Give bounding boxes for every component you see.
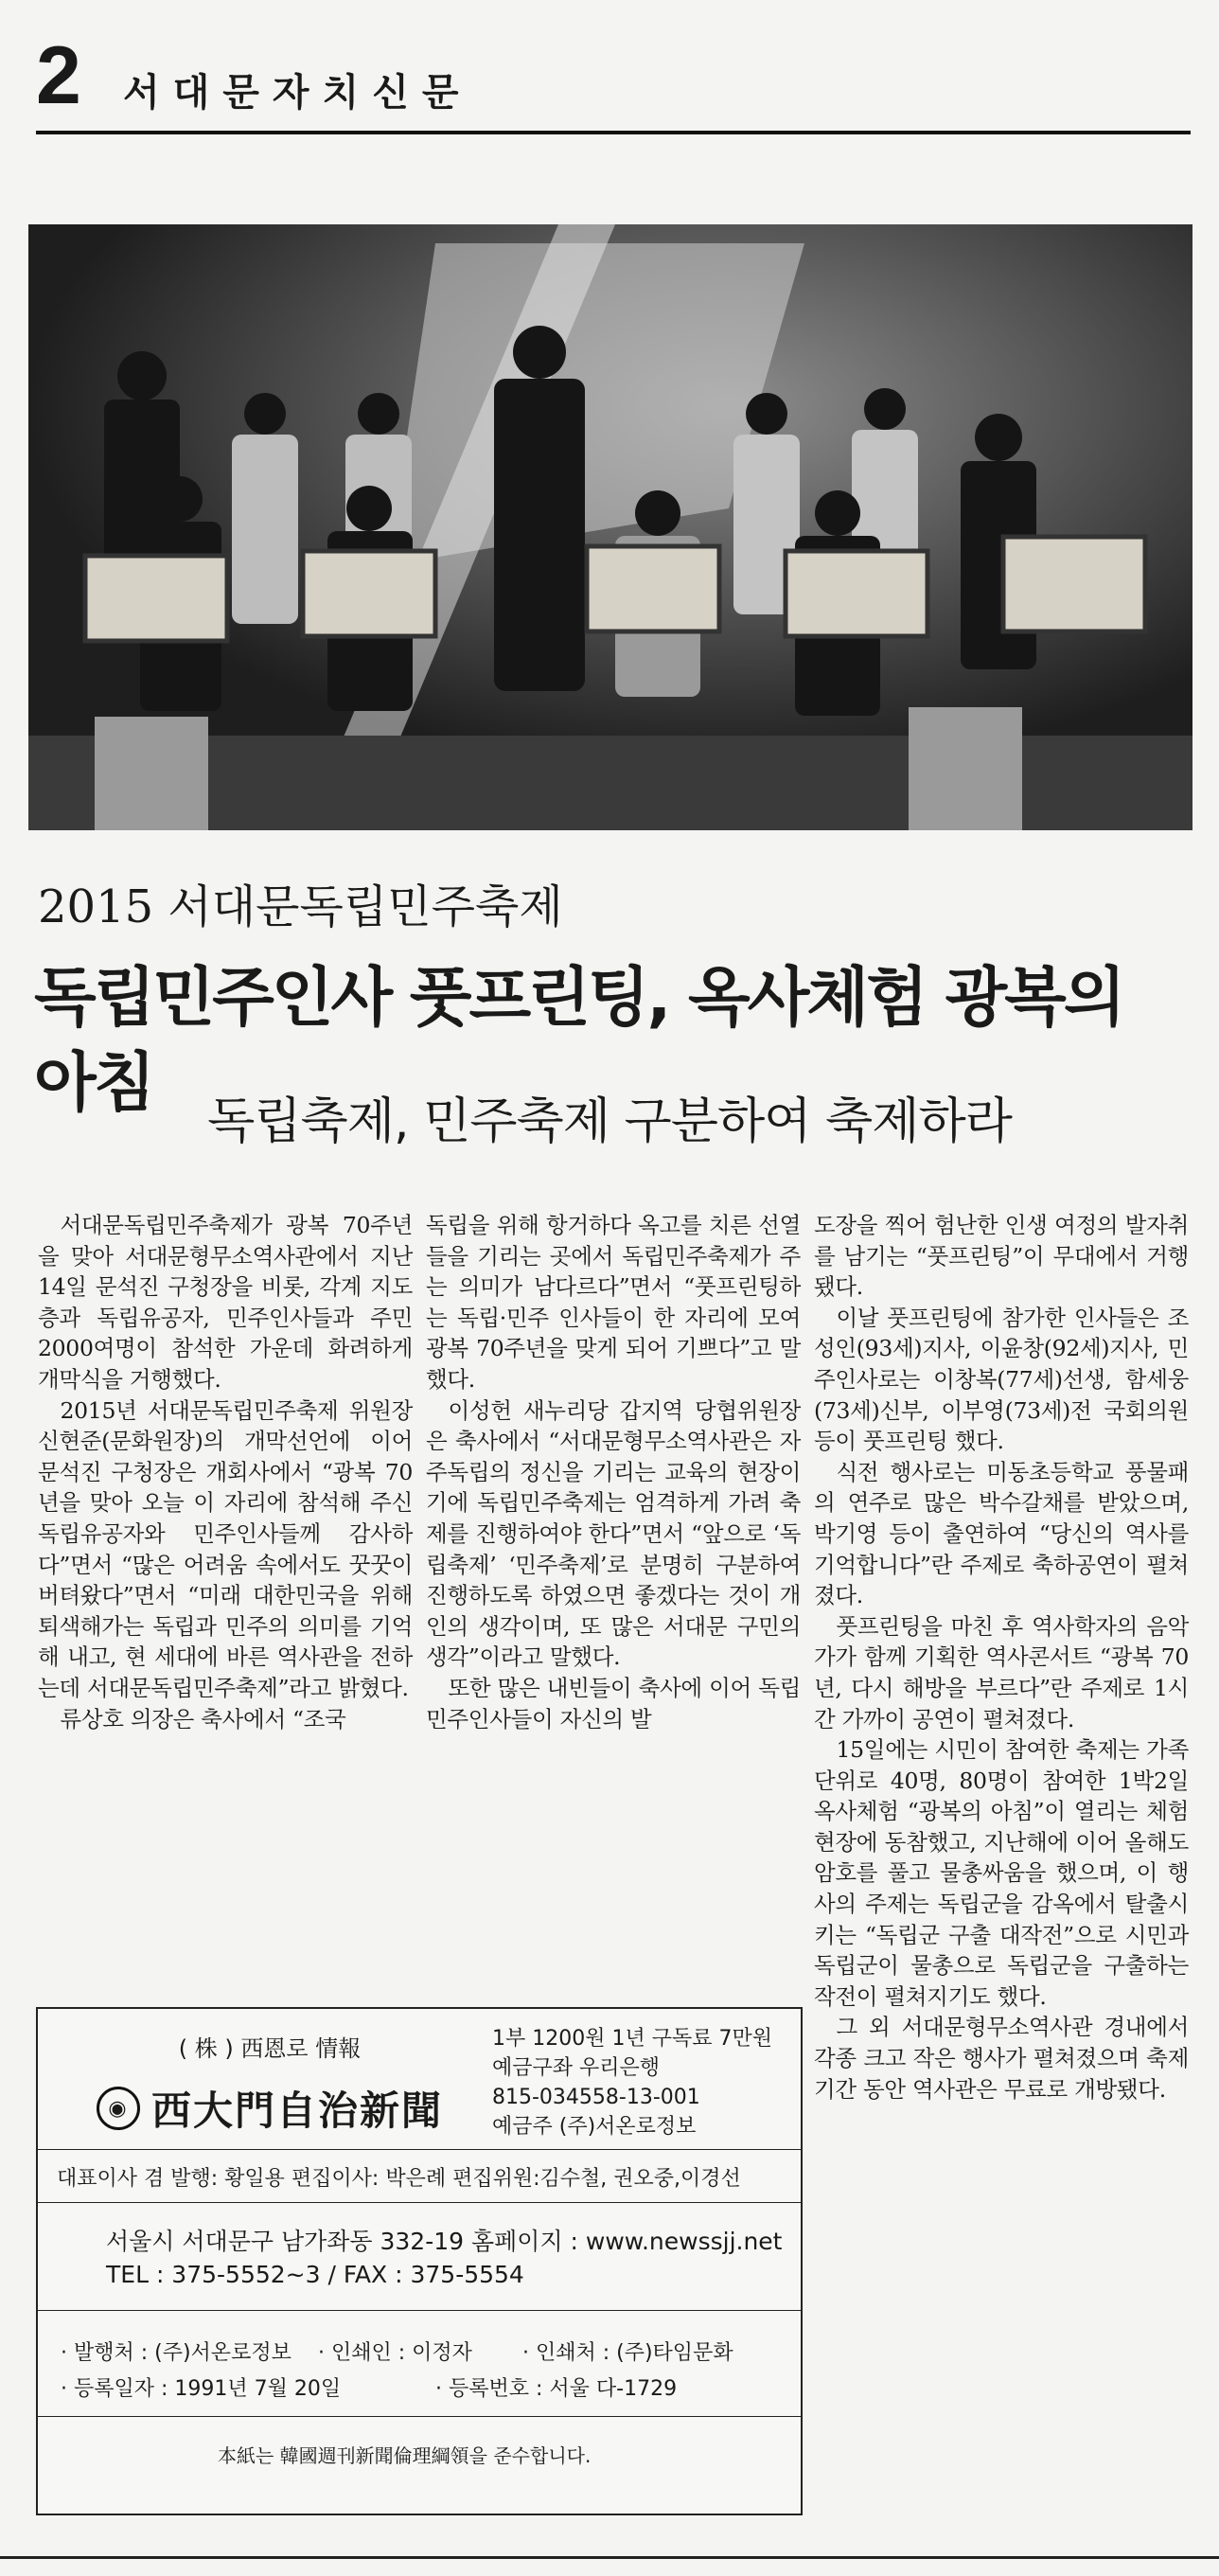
subscription-info [492,2024,795,2141]
address-line: 서울시 서대문구 남가좌동 332-19 홈페이지 : www.newssjj.net [106,2228,783,2255]
bank-name: 예금구좌 우리은행 [492,2056,661,2080]
subscription-price: 1부 1200원 1년 구독료 7만원 [492,2027,772,2051]
phone-fax-line: TEL : 375-5552~3 / FAX : 375-5554 [106,2261,524,2288]
staff-list: 대표이사 겸 발행: 황일용 편집이사: 박은례 편집위원:김수철, 권오중,이경선 [57,2167,741,2191]
paragraph: 이성헌 새누리당 갑지역 당협위원장은 축사에서 “서대문형무소역사관은 자주독립의 정신을 기리는 교육의 현장이기에 독립민주축제는 엄격하게 가려 축제를 진행하여야 한다”면서 “앞으로 ‘독립축제’ ‘민주축제’로 분명히 구분하여 진행하도록 하였으면 좋겠다는 것이 개인의 생각이며, 또 많은 서대문 구민의 생각”이라고 말했다. [426,1396,801,1671]
printer-person-field: · 인쇄인 : 이정자 [318,2341,472,2365]
page-number: 2 [36,30,81,121]
publisher-logo-block [66,2026,473,2137]
bottom-rule [0,2556,1219,2559]
account-holder: 예금주 (주)서온로정보 [492,2115,697,2139]
masthead-rule [36,131,1191,134]
article-column-3 [814,1210,1189,2105]
paragraph: 독립을 위해 항거하다 옥고를 치른 선열들을 기리는 곳에서 독립민주축제가 주는 의미가 남다르다”면서 “풋프린팅하는 독립·민주 인사들이 한 자리에 모여 광복 70주년을 맞게 되어 기쁘다”고 말했다. [426,1212,801,1393]
divider [38,2310,801,2311]
paragraph: 그 외 서대문형무소역사관 경내에서 각종 크고 작은 행사가 펼쳐졌으며 축제기간 동안 역사관은 무료로 개방됐다. [814,2014,1189,2103]
print-shop-field: · 인쇄처 : (주)타임문화 [522,2341,733,2365]
publisher-info-box [36,2007,803,2515]
publication-name: 서대문자치신문 [123,72,472,114]
paragraph: 풋프린팅을 마친 후 역사학자의 음악가가 함께 기획한 역사콘서트 “광복 70년, 다시 해방을 부르다”란 주제로 1시간 가까이 공연이 펼쳐졌다. [814,1612,1189,1732]
divider [38,2202,801,2203]
paragraph: 서대문독립민주축제가 광복 70주년을 맞아 서대문형무소역사관에서 지난 14일 문석진 구청장을 비롯, 각계 지도층과 독립유공자, 민주인사들과 주민 2000여명이 참석한 가운데 화려하게 개막식을 거행했다. [38,1212,413,1393]
paragraph: 류상호 의장은 축사에서 “조국 [60,1705,346,1732]
article-subhead: 독립축제, 민주축제 구분하여 축제하라 [207,1093,1012,1150]
account-number: 815-034558-13-001 [492,2086,700,2109]
logo-emblem-icon: ◉ [97,2087,140,2130]
registration-number-field: · 등록번호 : 서울 다-1729 [435,2377,678,2401]
paragraph: 15일에는 시민이 참여한 축제는 가족단위로 40명, 80명이 참여한 1박2일 옥사체험 “광복의 아침”이 열리는 체험현장에 동참했고, 지난해에 이어 올해도 암호를 풀고 물총싸움을 했으며, 이 행사의 주제는 독립군을 감옥에서 탈출시키는 “독립군 구출 대작전”으로 시민과 독립군이 물총으로 독립군을 구출하는 작전이 펼쳐지기도 했다. [814,1736,1189,2010]
divider [38,2416,801,2417]
ceremony-photo [28,224,1192,830]
article-column-2 [426,1210,801,1734]
company-name: ( 株 ) 西恩로 情報 [178,2035,362,2062]
divider [38,2149,801,2150]
newspaper-logo [66,2080,473,2137]
paragraph: 이날 풋프린팅에 참가한 인사들은 조성인(93세)지사, 이윤창(92세)지사, 민주인사로는 이창복(77세)선생, 함세웅(73세)신부, 이부영(73세)전 국회의원 등이 풋프린팅 했다. [814,1304,1189,1455]
logo-text: 西大門自治新聞 [150,2087,443,2134]
masthead [36,28,1191,133]
publisher-field: · 발행처 : (주)서온로정보 [61,2341,292,2365]
article-kicker: 2015 서대문독립민주축제 [38,880,563,933]
article-column-1 [38,1210,413,1734]
ethics-notice: 本紙는 韓國週刊新聞倫理綱領을 준수합니다. [218,2444,592,2467]
paragraph: 도장을 찍어 험난한 인생 여정의 발자취를 남기는 “풋프린팅”이 무대에서 거행됐다. [814,1212,1189,1301]
article-headline: 독립민주인사 풋프린팅, 옥사체험 광복의 아침 [34,961,1123,1121]
paragraph: 또한 많은 내빈들이 축사에 이어 독립민주인사들이 자신의 발 [426,1674,801,1732]
paragraph: 식전 행사로는 미동초등학교 풍물패의 연주로 많은 박수갈채를 받았으며, 박기영 등이 출연하여 “당신의 역사를 기억합니다”란 주제로 축하공연이 펼쳐졌다. [814,1458,1189,1609]
registration-date-field: · 등록일자 : 1991년 7월 20일 [61,2377,342,2401]
paragraph: 2015년 서대문독립민주축제 위원장 신현준(문화원장)의 개막선언에 이어 문석진 구청장은 개회사에서 “광복 70년을 맞아 오늘 이 자리에 참석해 주신 독립유공자와 민주인사들께 감사하다”면서 “많은 어려움 속에서도 꿋꿋이 버텨왔다”면서 “미래 대한민국을 위해 퇴색해가는 독립과 민주의 의미를 기억해 내고, 현 세대에 바른 역사관을 전하는데 서대문독립민주축제”라고 밝혔다. [38,1396,413,1701]
